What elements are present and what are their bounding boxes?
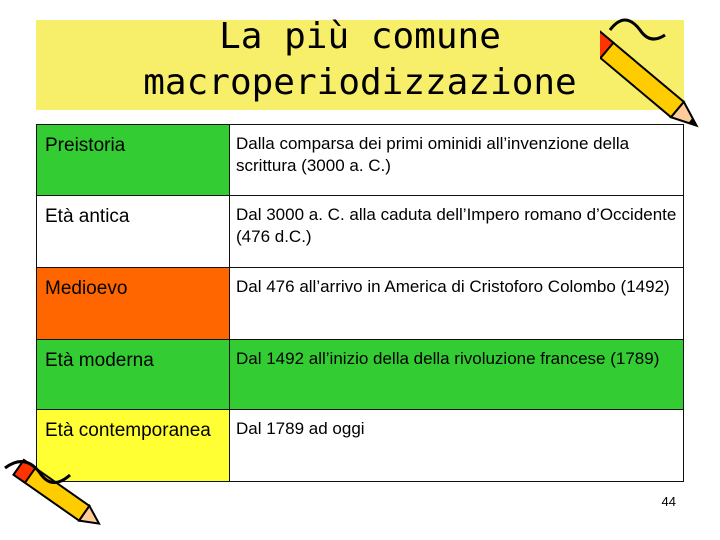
description-cell: Dalla comparsa dei primi ominidi all’invenzione della scrittura (3000 a. C.) [230, 124, 684, 196]
slide-title: La più comune macroperiodizzazione [143, 16, 577, 103]
table-row [36, 196, 684, 268]
page-number: 44 [661, 494, 676, 509]
periods-table [36, 124, 684, 482]
description-cell: Dal 3000 a. C. alla caduta dell’Impero romano d’Occidente (476 d.C.) [230, 196, 684, 268]
description-cell: Dal 1789 ad oggi [230, 410, 684, 482]
table-row [36, 268, 684, 340]
description-cell: Dal 476 all’arrivo in America di Cristoforo Colombo (1492) [230, 268, 684, 340]
period-cell: Età contemporanea [36, 410, 230, 482]
table-row [36, 410, 684, 482]
period-cell: Età antica [36, 196, 230, 268]
table-row [36, 340, 684, 410]
period-cell: Medioevo [36, 268, 230, 340]
period-cell: Preistoria [36, 124, 230, 196]
table-row [36, 124, 684, 196]
description-cell: Dal 1492 all’inizio della della rivoluzione francese (1789) [230, 340, 684, 410]
pencil-icon [0, 448, 110, 540]
period-cell: Età moderna [36, 340, 230, 410]
pencil-icon [600, 0, 700, 160]
